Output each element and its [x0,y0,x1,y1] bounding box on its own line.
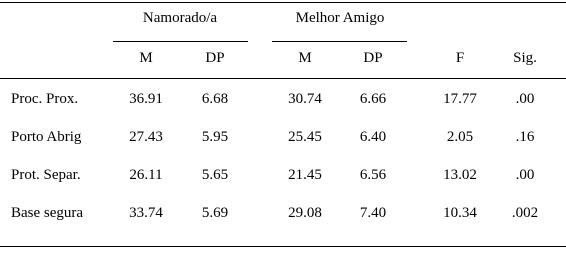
column-header-f: F [455,50,465,66]
table-cell: 6.56 [359,167,387,183]
row-label: Porto Abrig [11,129,82,145]
row-label: Prot. Separ. [11,167,81,183]
table-cell: .00 [515,167,535,183]
group-rule-melhor-amigo [272,41,407,42]
column-header-m-melhor-amigo: M [298,50,312,66]
table-cell: 17.77 [443,91,477,107]
table-cell: 36.91 [129,91,163,107]
table-header-rule [0,78,566,79]
table-bottom-rule [0,246,566,247]
table-cell: 30.74 [288,91,322,107]
table-cell: 29.08 [288,205,322,221]
table-cell: 27.43 [129,129,163,145]
table-cell: 13.02 [443,167,477,183]
table-cell: .002 [511,205,539,221]
table-cell: 21.45 [288,167,322,183]
table-cell: .16 [515,129,535,145]
column-header-sig: Sig. [513,50,537,66]
column-header-m-namorado: M [139,50,153,66]
row-label: Base segura [11,205,84,221]
table-cell: 2.05 [446,129,474,145]
table-cell: 5.65 [201,167,229,183]
table-cell: 5.69 [201,205,229,221]
table-top-rule [0,2,566,3]
table-cell: 6.68 [201,91,229,107]
table-cell: 33.74 [129,205,163,221]
column-header-dp-melhor-amigo: DP [363,50,383,66]
table-cell: .00 [515,91,535,107]
table-cell: 7.40 [359,205,387,221]
row-label: Proc. Prox. [11,91,79,107]
table-cell: 6.40 [359,129,387,145]
table-cell: 5.95 [201,129,229,145]
table-cell: 26.11 [129,167,163,183]
table-cell: 6.66 [359,91,387,107]
table-cell: 10.34 [443,205,477,221]
column-header-dp-namorado: DP [205,50,225,66]
table-cell: 25.45 [288,129,322,145]
group-rule-namorado [113,41,248,42]
group-header-melhor-amigo: Melhor Amigo [295,10,385,26]
group-header-namorado: Namorado/a [142,10,218,26]
